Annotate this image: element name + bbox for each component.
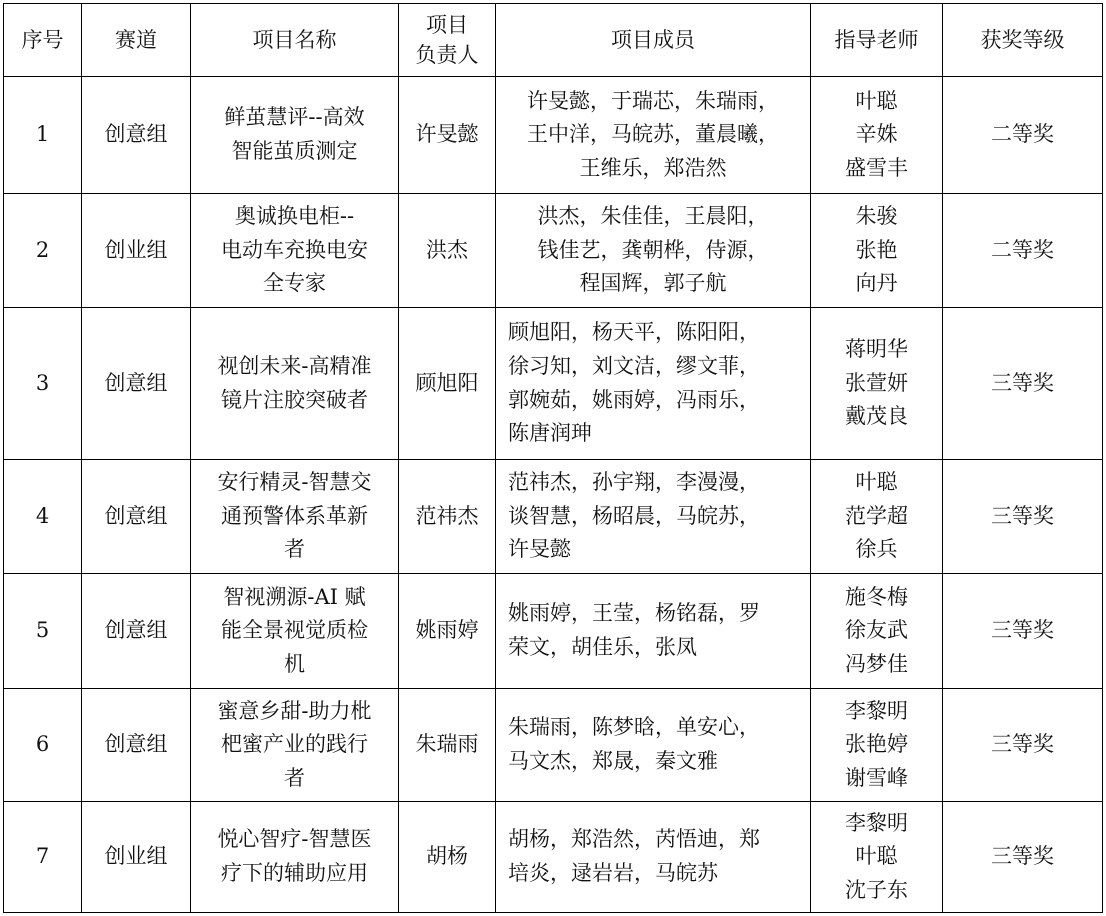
table-row	[4, 308, 1103, 460]
cell-advisors	[811, 77, 943, 194]
members-line: 徐习知，刘文洁，缪文菲，	[508, 353, 760, 378]
cell-advisors	[811, 194, 943, 308]
cell-award: 二等奖	[943, 77, 1103, 194]
advisor-name: 盛雪丰	[845, 155, 908, 180]
members-line: 范祎杰，孙宇翔，李漫漫，	[508, 470, 760, 495]
header-index: 序号	[4, 4, 82, 77]
project-name-line: 安行精灵-智慧交	[217, 470, 372, 495]
cell-project-name	[191, 802, 399, 913]
advisor-name: 谢雪峰	[845, 765, 908, 790]
members-line: 姚雨婷，王莹，杨铭磊，罗	[508, 601, 760, 626]
project-name-line: 能全景视觉质检	[221, 618, 368, 643]
cell-leader: 洪杰	[399, 194, 496, 308]
cell-advisors	[811, 689, 943, 802]
table-row	[4, 460, 1103, 574]
project-name-line: 智能茧质测定	[231, 139, 358, 163]
members-line: 程国辉，郭子航	[579, 271, 727, 296]
cell-advisors	[811, 460, 943, 574]
cell-project-name	[191, 574, 399, 689]
advisor-name: 李黎明	[845, 698, 908, 723]
advisor-name: 冯梦佳	[845, 651, 908, 676]
members-line: 许旻懿	[508, 537, 571, 562]
project-name-line: 蜜意乡甜-助力枇	[217, 698, 372, 723]
members-line: 胡杨，郑浩然，芮悟迪，郑	[508, 827, 760, 852]
cell-leader: 范祎杰	[399, 460, 496, 574]
members-line: 朱瑞雨，陈梦晗，单安心，	[508, 715, 760, 740]
cell-project-name	[191, 460, 399, 574]
cell-index: 2	[4, 194, 82, 308]
cell-leader: 顾旭阳	[399, 308, 496, 460]
project-name-line: 通预警体系革新	[221, 503, 368, 528]
header-track: 赛道	[82, 4, 191, 77]
cell-index: 3	[4, 308, 82, 460]
cell-members	[496, 460, 811, 574]
project-name-line: 杷蜜产业的践行	[221, 732, 368, 757]
cell-advisors	[811, 308, 943, 460]
cell-award: 三等奖	[943, 574, 1103, 689]
members-line: 王维乐，郑浩然	[579, 155, 727, 180]
cell-advisors	[811, 802, 943, 913]
project-name-line: 疗下的辅助应用	[221, 861, 368, 885]
cell-award: 三等奖	[943, 802, 1103, 913]
cell-index: 4	[4, 460, 82, 574]
advisor-name: 戴茂良	[845, 404, 908, 429]
table-row	[4, 802, 1103, 913]
cell-index: 5	[4, 574, 82, 689]
advisor-name: 施冬梅	[845, 584, 908, 609]
advisor-name: 沈子东	[845, 877, 908, 902]
header-leader-line-1: 项目	[426, 12, 468, 37]
cell-members	[496, 194, 811, 308]
table-row	[4, 574, 1103, 689]
table-row	[4, 689, 1103, 802]
cell-track: 创意组	[82, 77, 191, 194]
advisor-name: 徐友武	[845, 618, 908, 643]
advisor-name: 蒋明华	[845, 337, 908, 362]
project-name-line: 者	[284, 765, 305, 790]
project-name-line: 视创未来-高精准	[217, 353, 372, 378]
awards-table	[3, 3, 1103, 913]
advisor-name: 李黎明	[845, 810, 908, 835]
members-line: 郭婉茹，姚雨婷，冯雨乐，	[508, 387, 760, 412]
cell-project-name	[191, 689, 399, 802]
members-line: 王中洋，马皖苏，董晨曦，	[527, 122, 779, 147]
cell-award: 三等奖	[943, 689, 1103, 802]
cell-members	[496, 689, 811, 802]
cell-members	[496, 802, 811, 913]
cell-track: 创意组	[82, 308, 191, 460]
advisor-name: 范学超	[845, 503, 908, 528]
cell-award: 三等奖	[943, 460, 1103, 574]
project-name-line: 电动车充换电安	[221, 237, 368, 262]
cell-leader: 姚雨婷	[399, 574, 496, 689]
cell-award: 三等奖	[943, 308, 1103, 460]
advisor-name: 张萱妍	[845, 370, 908, 395]
cell-advisors	[811, 574, 943, 689]
advisor-name: 叶聪	[855, 470, 898, 495]
project-name-line: 机	[284, 651, 305, 676]
members-line: 陈唐润珅	[508, 421, 592, 446]
members-line: 谈智慧，杨昭晨，马皖苏，	[508, 503, 760, 528]
advisor-name: 徐兵	[855, 537, 898, 562]
project-name-line: 者	[284, 537, 305, 562]
members-line: 培炎，逯岩岩，马皖苏	[508, 861, 718, 885]
advisor-name: 向丹	[855, 271, 898, 296]
cell-index: 6	[4, 689, 82, 802]
cell-members	[496, 308, 811, 460]
project-name-line: 智视溯源-AI 赋	[223, 584, 366, 609]
cell-award: 二等奖	[943, 194, 1103, 308]
header-award: 获奖等级	[943, 4, 1103, 77]
advisor-name: 叶聪	[855, 88, 898, 113]
cell-track: 创意组	[82, 460, 191, 574]
members-line: 马文杰，郑晟，秦文雅	[508, 749, 718, 773]
cell-project-name	[191, 308, 399, 460]
header-leader-line-2: 负责人	[415, 43, 479, 67]
cell-index: 1	[4, 77, 82, 194]
cell-leader: 胡杨	[399, 802, 496, 913]
advisor-name: 朱骏	[855, 204, 898, 229]
header-leader	[399, 4, 496, 77]
cell-index: 7	[4, 802, 82, 913]
cell-track: 创业组	[82, 802, 191, 913]
cell-members	[496, 77, 811, 194]
members-line: 钱佳艺，龚朝桦，侍源，	[537, 237, 769, 262]
members-line: 荣文，胡佳乐，张凤	[508, 635, 697, 659]
project-name-line: 全专家	[263, 271, 326, 296]
cell-track: 创意组	[82, 574, 191, 689]
cell-track: 创意组	[82, 689, 191, 802]
project-name-line: 奥诚换电柜--	[234, 204, 355, 229]
header-project-name: 项目名称	[191, 4, 399, 77]
project-name-line: 镜片注胶突破者	[221, 387, 368, 412]
project-name-line: 悦心智疗-智慧医	[217, 827, 372, 852]
cell-members	[496, 574, 811, 689]
cell-project-name	[191, 194, 399, 308]
table-row	[4, 77, 1103, 194]
header-members: 项目成员	[496, 4, 811, 77]
cell-leader: 朱瑞雨	[399, 689, 496, 802]
members-line: 洪杰，朱佳佳，王晨阳，	[537, 204, 769, 229]
members-line: 许旻懿，于瑞芯，朱瑞雨，	[527, 88, 779, 113]
cell-project-name	[191, 77, 399, 194]
header-row	[4, 4, 1103, 77]
advisor-name: 辛姝	[855, 122, 898, 147]
cell-leader: 许旻懿	[399, 77, 496, 194]
advisor-name: 张艳	[855, 237, 898, 262]
advisor-name: 叶聪	[855, 844, 898, 869]
advisor-name: 张艳婷	[845, 732, 908, 757]
project-name-line: 鲜茧慧评--高效	[224, 105, 365, 130]
members-line: 顾旭阳，杨天平，陈阳阳，	[508, 320, 760, 345]
header-advisors: 指导老师	[811, 4, 943, 77]
table-row	[4, 194, 1103, 308]
cell-track: 创业组	[82, 194, 191, 308]
